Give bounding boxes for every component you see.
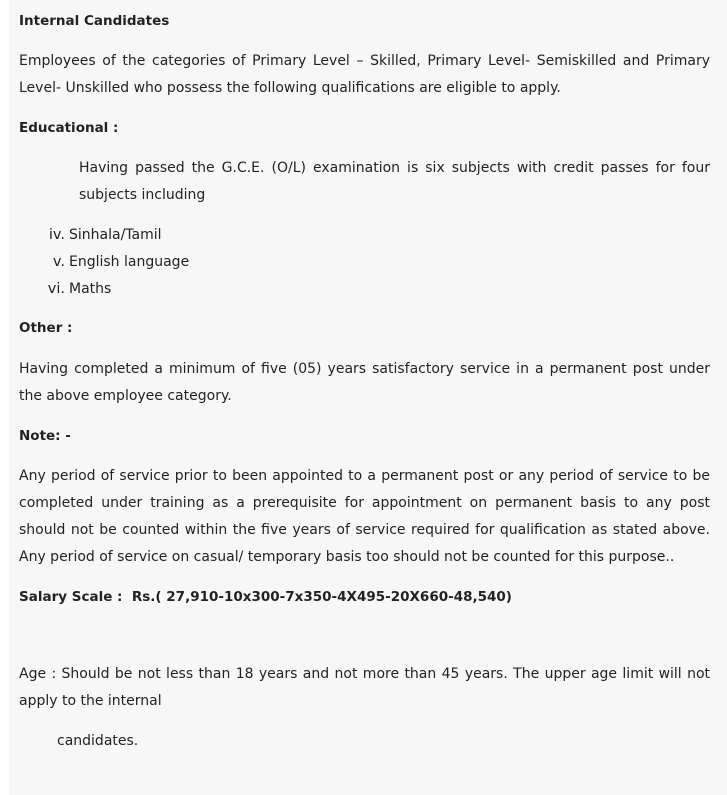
list-item-label: Maths	[69, 281, 112, 297]
note-heading: Note: -	[19, 428, 71, 444]
note-paragraph: Any period of service prior to been appointed to a permanent post or any period of service to be completed under training as a prerequisite for appointment on permanent basis to any post should not be counted within the five years of service required for qualification as stated above. Any period of service on casual/ temporary basis too should not be counted for this purpose..	[19, 468, 710, 565]
other-heading: Other :	[19, 320, 73, 336]
age-continuation: candidates.	[57, 733, 139, 749]
list-item-number: vi.	[47, 281, 65, 297]
list-item-number: iv.	[48, 227, 65, 243]
list-item	[19, 249, 319, 276]
list-item	[19, 276, 319, 303]
subjects-list	[19, 222, 319, 303]
educational-paragraph: Having passed the G.C.E. (O/L) examination is six subjects with credit passes for four subjects including	[79, 160, 710, 203]
list-item-label: English language	[69, 254, 190, 270]
list-item-number: v.	[52, 254, 65, 270]
salary-scale-value: Rs.( 27,910-10x300-7x350-4X495-20X660-48,540)	[131, 589, 512, 605]
intro-paragraph: Employees of the categories of Primary Level – Skilled, Primary Level- Semiskilled and Primary Level- Unskilled who possess the following qualifications are eligible to apply.	[19, 53, 710, 96]
salary-scale	[19, 584, 710, 611]
list-item-label: Sinhala/Tamil	[69, 227, 162, 243]
salary-scale-label: Salary Scale :	[19, 589, 123, 605]
list-item	[19, 222, 319, 249]
document-page	[9, 0, 727, 795]
age-paragraph: Age : Should be not less than 18 years and not more than 45 years. The upper age limit will not apply to the internal	[19, 666, 710, 709]
internal-candidates-heading: Internal Candidates	[19, 13, 170, 29]
educational-heading: Educational :	[19, 120, 119, 136]
other-paragraph: Having completed a minimum of five (05) years satisfactory service in a permanent post under the above employee category.	[19, 361, 710, 404]
